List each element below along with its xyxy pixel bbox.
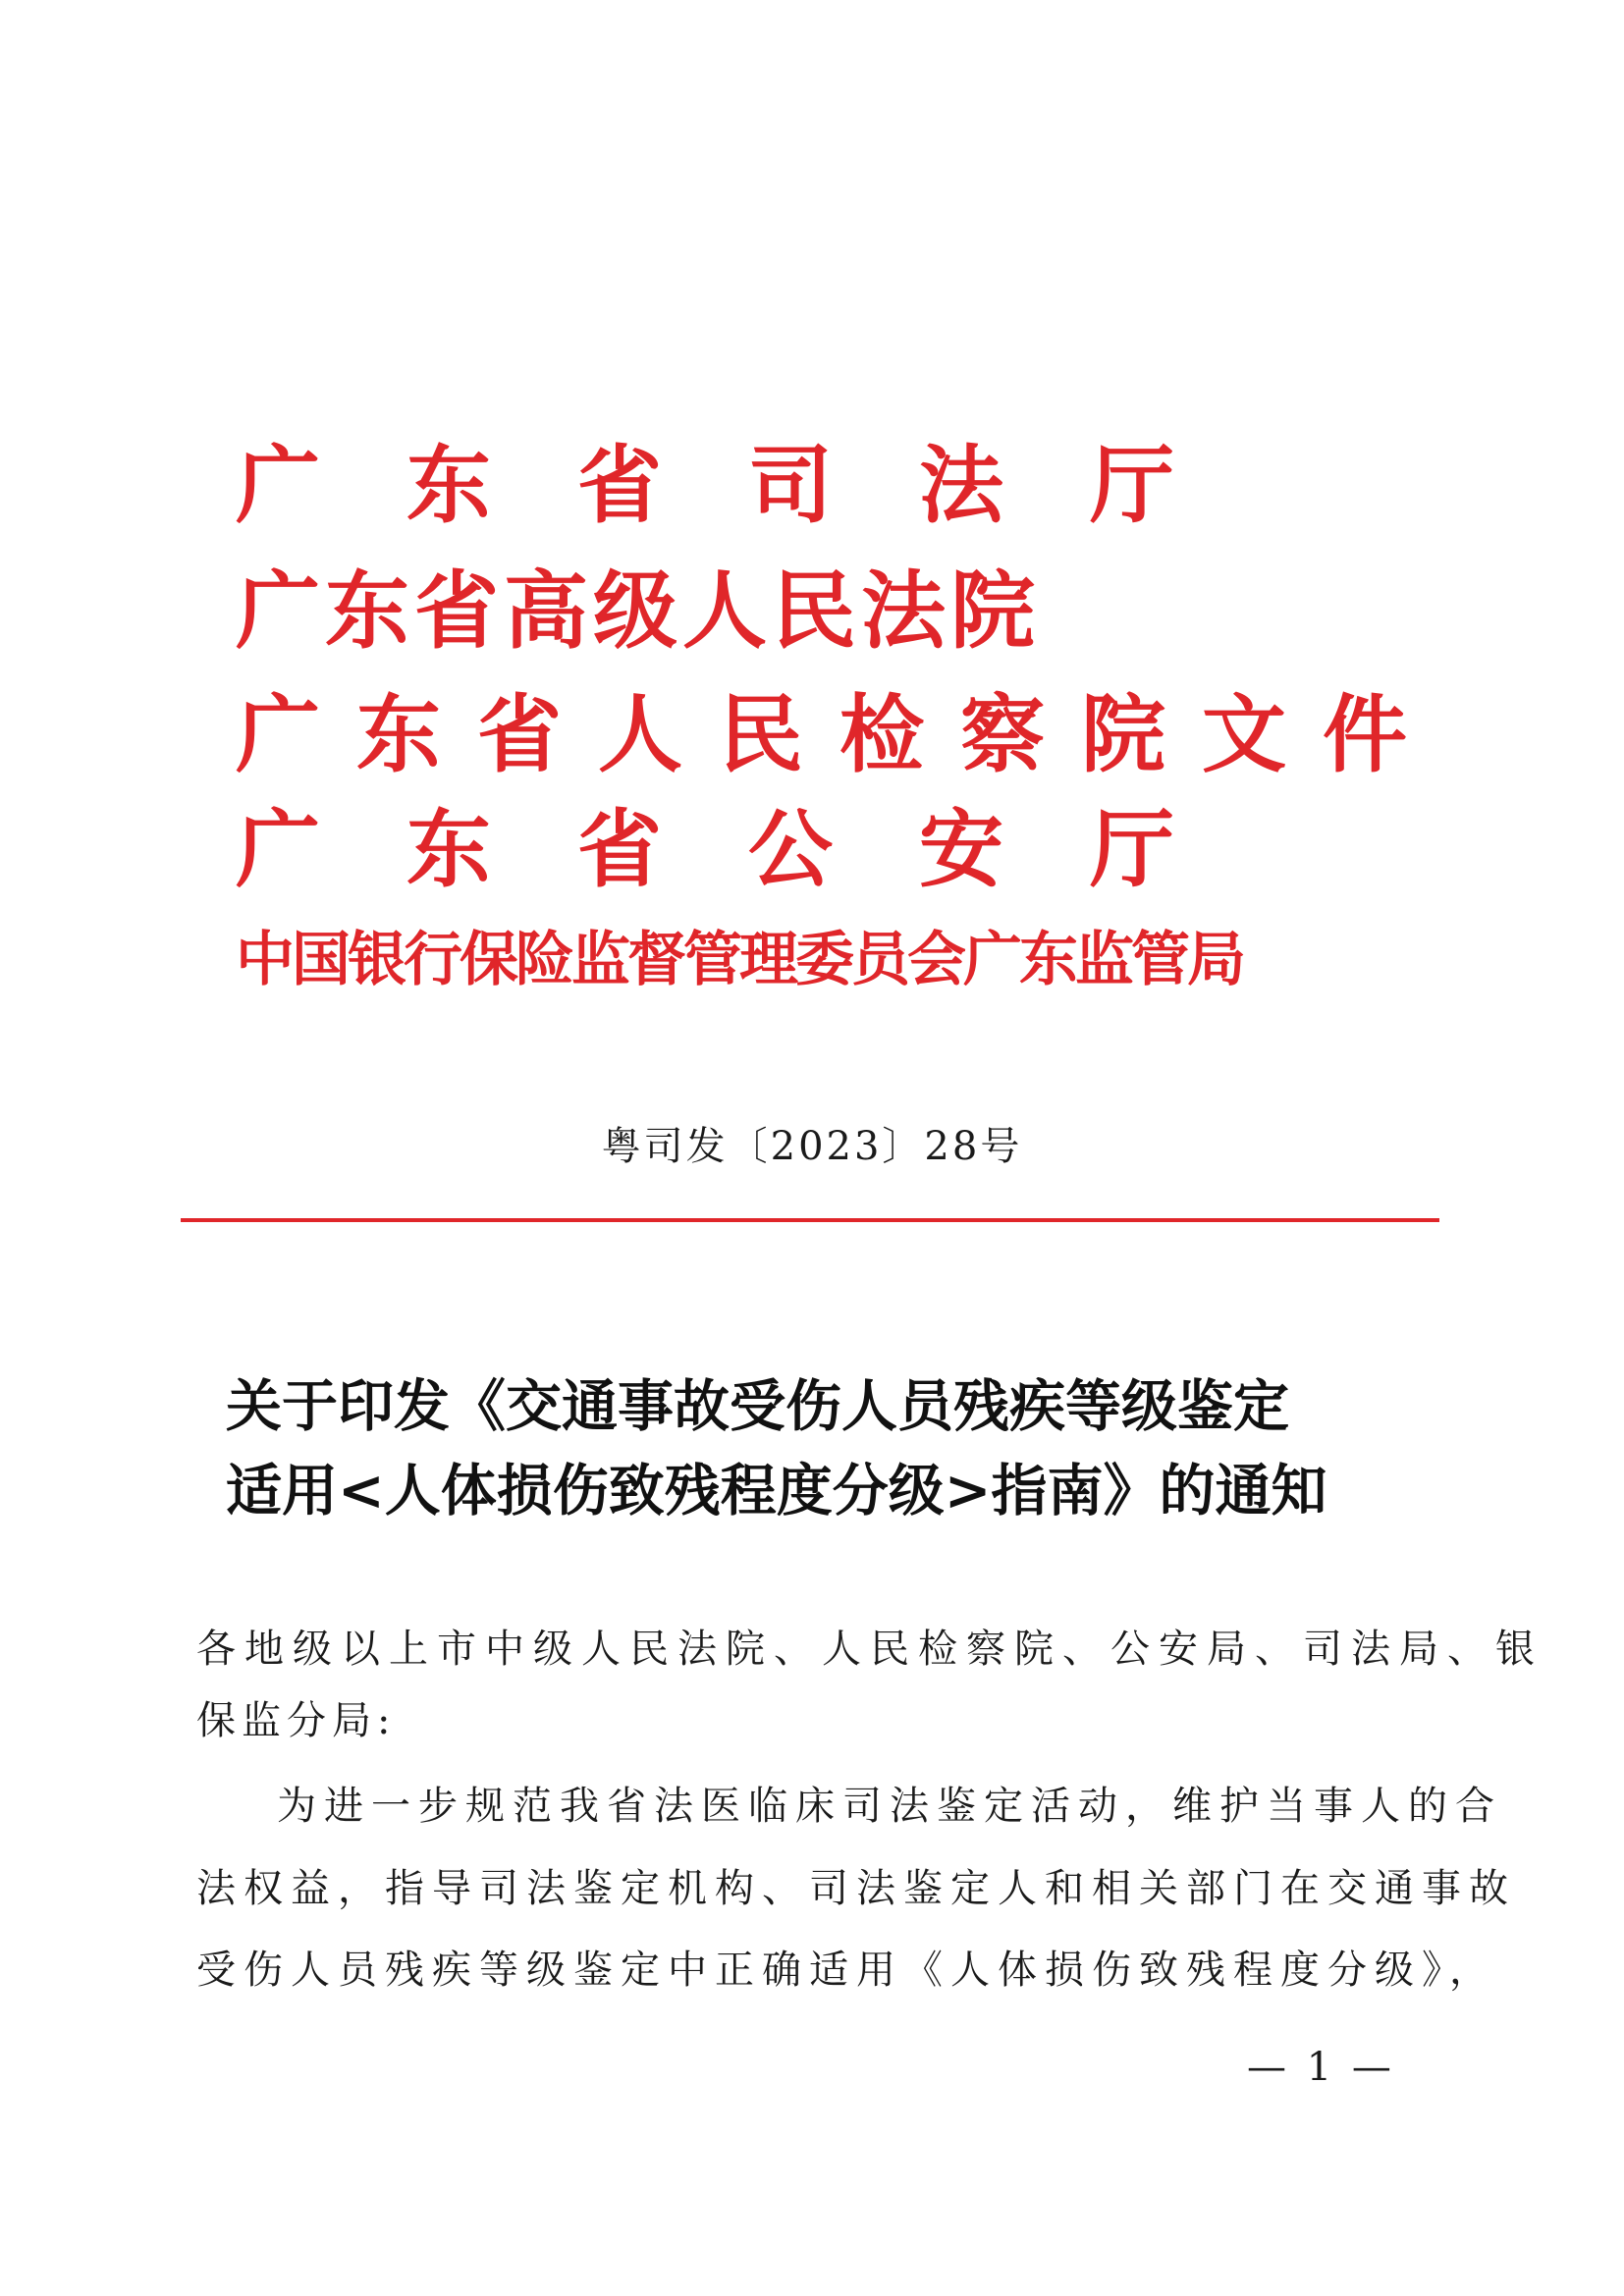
- issuer-justice-department: 广东省司法厅: [236, 437, 1261, 535]
- issuer-procuratorate: 广东省人民检察院文件: [236, 686, 1443, 784]
- issuer-banking-insurance-regulator: 中国银行保险监督管理委员会广东监管局: [236, 926, 1243, 994]
- addressee-line-2: 保监分局:: [196, 1698, 397, 1743]
- red-divider-rule: [181, 1218, 1439, 1222]
- page-number: — 1 —: [1247, 2045, 1395, 2090]
- document-number: 粤司发〔2023〕28号: [601, 1124, 1023, 1169]
- document-title-line-1: 关于印发《交通事故受伤人员残疾等级鉴定: [226, 1373, 1289, 1439]
- addressee-line-1: 各地级以上市中级人民法院、人民检察院、公安局、司法局、银: [196, 1627, 1543, 1672]
- paragraph-line: 为进一步规范我省法医临床司法鉴定活动，维护当事人的合: [277, 1784, 1502, 1829]
- document-title-line-2: 适用<人体损伤致残程度分级>指南》的通知: [226, 1458, 1327, 1523]
- paragraph-line: 受伤人员残疾等级鉴定中正确适用《人体损伤致残程度分级》，: [196, 1948, 1496, 1993]
- issuer-public-security: 广东省公安厅: [236, 801, 1261, 899]
- paragraph-line: 法权益，指导司法鉴定机构、司法鉴定人和相关部门在交通事故: [196, 1866, 1516, 1911]
- issuer-high-court: 广东省高级人民法院: [236, 562, 1040, 661]
